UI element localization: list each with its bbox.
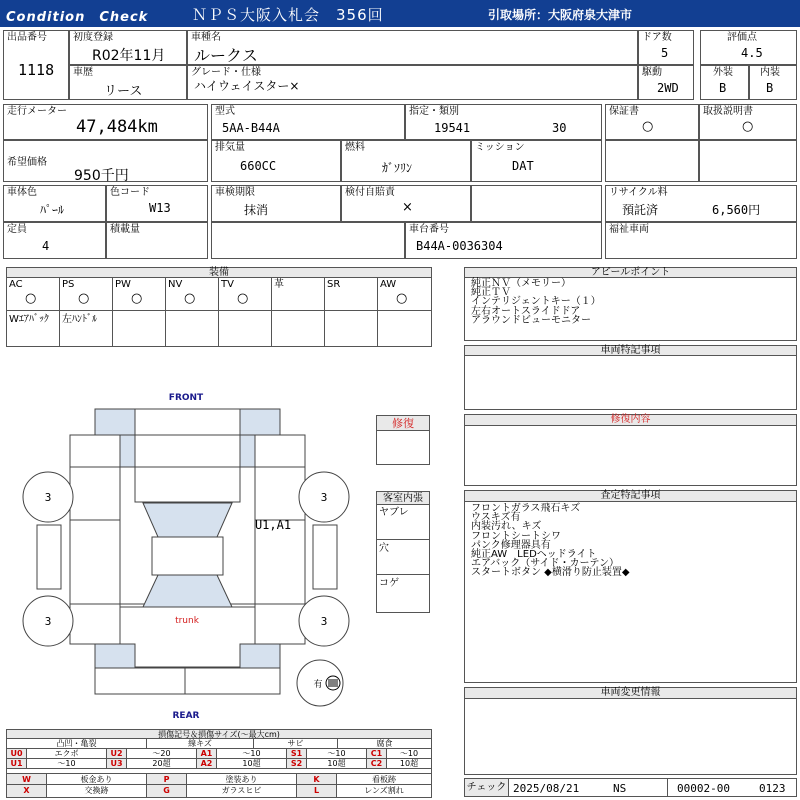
change-info — [464, 687, 797, 775]
legend-desc-c1: 〜10 — [387, 749, 431, 759]
legend-title: 損傷記号＆損傷サイズ(〜最大cm) — [7, 730, 431, 739]
equipment-title: 装備 — [7, 268, 431, 278]
legend-desc-u3: 20超 — [127, 759, 197, 769]
equip-value-nv: ○ — [184, 291, 196, 306]
legend-code-s1: S1 — [287, 749, 307, 759]
legend-code-p: P — [147, 774, 187, 785]
fuel-cell: 燃料 ｶﾞｿﾘﾝ — [341, 140, 471, 182]
body-color: ﾊﾟｰﾙ — [40, 203, 65, 217]
legend-code-u3: U3 — [107, 759, 127, 769]
cabin-row-hole: 穴 — [379, 543, 389, 554]
chassis-number: B44A-0036304 — [416, 239, 503, 253]
legend-code-s2: S2 — [287, 759, 307, 769]
repair-content-title: 修復内容 — [465, 415, 796, 426]
special-notes — [464, 345, 797, 410]
special-title: 車両特記事項 — [465, 346, 796, 356]
warranty: ○ — [642, 119, 654, 134]
category: 30 — [552, 121, 567, 135]
appeal-line: 左右オートスライドドア — [471, 305, 581, 317]
doors: 5 — [661, 46, 669, 60]
legend-group-scratch: 線キズ — [147, 739, 254, 749]
equip-label-aw: AW — [380, 279, 397, 290]
check-code: 00002-00 — [677, 782, 730, 795]
car-name: ルークス — [194, 46, 258, 65]
legend-code-k: K — [297, 774, 337, 785]
equip-value-ac: ○ — [25, 291, 37, 306]
empty-cell-a — [605, 140, 699, 182]
check-label: チェック — [465, 779, 509, 796]
repair-content — [464, 414, 797, 486]
appeal-line: 純正ＴＶ — [471, 287, 511, 299]
appeal-line: アラウンドビューモニター — [471, 314, 591, 326]
cabin-row-burn: コゲ — [379, 578, 399, 589]
note-line: ウスキズ有 — [471, 512, 521, 524]
recycle-fee: 6,560円 — [712, 203, 761, 217]
equip-value-aw: ○ — [396, 291, 408, 306]
spare-tire-label: 有 — [313, 680, 323, 690]
capacity: 4 — [42, 239, 50, 253]
legend-code-a1: A1 — [197, 749, 217, 759]
equip-value-ps: ○ — [78, 291, 90, 306]
check-number: 0123 — [759, 782, 786, 795]
price: 950千円 — [74, 168, 129, 184]
legend-desc-s1: 〜10 — [307, 749, 367, 759]
legend-code-l: L — [297, 785, 337, 797]
check-inspector: NS — [613, 782, 627, 795]
manual-cell: 取扱説明書 ○ — [699, 104, 797, 140]
legend-desc-u1: 〜10 — [27, 759, 107, 769]
inspection-notes — [464, 490, 797, 683]
equip-label-sr: SR — [327, 279, 341, 290]
chassis-cell: 車台番号 B44A-0036304 — [405, 222, 602, 259]
legend-code-u2: U2 — [107, 749, 127, 759]
brand-title: Condition Check — [6, 10, 149, 25]
legend-desc-k: 看板跡 — [337, 774, 431, 785]
note-line: 内装汚れ、キズ — [471, 521, 542, 533]
legend-code-a2: A2 — [197, 759, 217, 769]
price-cell: 希望価格 950千円 — [3, 140, 208, 182]
auction-title: ＮＰＳ大阪入札会 356回 — [192, 6, 384, 24]
history-cell: 車歴 リース — [69, 65, 187, 100]
equip-label-ps: PS — [62, 279, 75, 290]
legend-desc-a1: 〜10 — [217, 749, 287, 759]
legend-desc-c2: 10超 — [387, 759, 431, 769]
equipment-table — [6, 267, 432, 347]
note-line: フロントガラス飛石キズ — [471, 503, 581, 514]
legend-desc-w: 板金あり — [47, 774, 147, 785]
first-registration: R02年11月 — [92, 48, 166, 64]
empty-cell-c — [471, 185, 602, 222]
front-label: FRONT — [168, 393, 204, 403]
check-footer — [464, 778, 797, 797]
designation: 19541 — [434, 121, 471, 135]
legend-code-w: W — [7, 774, 47, 785]
legend-code-c1: C1 — [367, 749, 387, 759]
legend-desc-x: 交換跡 — [47, 785, 147, 797]
legend-desc-p: 塗装あり — [187, 774, 297, 785]
legend-desc-a2: 10超 — [217, 759, 287, 769]
note-line: パンク修理器具有 — [471, 539, 551, 551]
legend-group-corrosion: 腐食 — [338, 739, 431, 749]
damage-legend — [6, 729, 432, 798]
first-registration-cell: 初度登録 R02年11月 — [69, 30, 187, 65]
score-cell: 評価点 4.5 — [700, 30, 797, 65]
inspection-expiry: 抹消 — [244, 203, 269, 217]
drive: 2WD — [657, 81, 679, 95]
equip-label-leather: 革 — [274, 279, 284, 290]
equip-label-nv: NV — [168, 279, 183, 290]
manual: ○ — [742, 119, 754, 134]
designation-cell: 指定・類別 19541 30 — [405, 104, 602, 140]
exterior-cell: 外装 B — [700, 65, 749, 100]
legend-group-dent: 凸凹・亀裂 — [7, 739, 147, 749]
legend-desc-s2: 10超 — [307, 759, 367, 769]
welfare-cell: 福祉車両 — [605, 222, 797, 259]
empty-cell-b — [699, 140, 797, 182]
drive-cell: 駆動 2WD — [638, 65, 694, 100]
model: 5AA-B44A — [222, 121, 280, 135]
appeal-title: アピールポイント — [465, 268, 796, 278]
equip-extra-lhd: 左ﾊﾝﾄﾞﾙ — [62, 314, 97, 325]
legend-code-c2: C2 — [367, 759, 387, 769]
load-cell: 積載量 — [106, 222, 208, 259]
lot-number-cell: 出品番号 1118 — [3, 30, 69, 100]
inspection-cell: 車検期限 抹消 — [211, 185, 341, 222]
equip-label-ac: AC — [9, 279, 23, 290]
recycle-cell: リサイクル料 預託済 6,560円 — [605, 185, 797, 222]
legend-desc-u0: エクボ — [27, 749, 107, 759]
trunk-label: trunk — [175, 616, 199, 626]
note-line: 純正AW LEDヘッドライト — [471, 549, 597, 561]
legend-code-x: X — [7, 785, 47, 797]
score: 4.5 — [741, 46, 763, 60]
car-name-cell: 車種名 ルークス — [187, 30, 638, 65]
tire-rl-value: 3 — [44, 615, 52, 628]
capacity-cell: 定員 4 — [3, 222, 106, 259]
tire-fl-value: 3 — [44, 491, 52, 504]
legend-desc-g: ガラスヒビ — [187, 785, 297, 797]
doors-cell: ドア数 5 — [638, 30, 694, 65]
note-line: エアバック（サイド・カーテン） — [471, 558, 619, 570]
equip-label-pw: PW — [115, 279, 131, 290]
appeal-line: 純正ＮＶ（メモリー） — [471, 278, 571, 289]
interior-grade: B — [766, 81, 774, 95]
lot-number: 1118 — [18, 61, 55, 79]
exterior-grade: B — [719, 81, 727, 95]
color-code-cell: 色コード W13 — [106, 185, 208, 222]
displacement: 660CC — [240, 159, 277, 173]
legend-desc-u2: 〜20 — [127, 749, 197, 759]
repair-box — [376, 415, 430, 465]
legend-code-u1: U1 — [7, 759, 27, 769]
recycle-status: 預託済 — [622, 203, 659, 217]
mission-cell: ミッション DAT — [471, 140, 602, 182]
equip-label-tv: TV — [221, 279, 234, 290]
rear-label: REAR — [172, 711, 200, 721]
change-info-title: 車両変更情報 — [465, 688, 796, 699]
repair-box-label: 修復 — [377, 416, 429, 431]
warranty-cell: 保証書 ○ — [605, 104, 699, 140]
interior-cell: 内装 B — [749, 65, 797, 100]
color-cell: 車体色 ﾊﾟｰﾙ — [3, 185, 106, 222]
car-diagram — [0, 385, 360, 725]
legend-code-u0: U0 — [7, 749, 27, 759]
check-date: 2025/08/21 — [513, 782, 580, 795]
note-line: フロントシートシワ — [471, 530, 561, 542]
legend-code-g: G — [147, 785, 187, 797]
legend-group-rust: サビ — [254, 739, 338, 749]
history: リース — [104, 84, 143, 99]
mission: DAT — [512, 159, 534, 173]
pickup-location: 引取場所：大阪府泉大津市 — [488, 8, 633, 22]
note-line: スタートボタン ◆横滑り防止装置◆ — [471, 567, 630, 579]
cabin-box — [376, 491, 430, 613]
appeal-line: インテリジェントキー（１） — [471, 296, 601, 308]
grade-cell: グレード・仕様 ハイウェイスター× — [187, 65, 638, 100]
appeal-points — [464, 267, 797, 341]
color-code: W13 — [149, 201, 171, 215]
inspection-notes-title: 査定特記事項 — [465, 491, 796, 502]
displacement-cell: 排気量 660CC — [211, 140, 341, 182]
fuel: ｶﾞｿﾘﾝ — [382, 161, 413, 175]
insurance-cell: 検付自賠責 × — [341, 185, 471, 222]
grade: ハイウェイスター× — [194, 79, 300, 93]
equip-extra-airbag: Wｴｱﾊﾞｯｸ — [9, 314, 49, 325]
cabin-title: 客室内張 — [377, 492, 429, 505]
mileage: 47,484km — [76, 117, 158, 137]
model-cell: 型式 5AA-B44A — [211, 104, 405, 140]
equip-value-pw: ○ — [131, 291, 143, 306]
equip-value-tv: ○ — [237, 291, 249, 306]
header-bar — [0, 0, 800, 27]
empty-cell-d — [211, 222, 405, 259]
damage-note: U1,A1 — [254, 518, 292, 532]
mileage-cell: 走行メーター 47,484km — [3, 104, 208, 140]
legend-desc-l: レンズ割れ — [364, 786, 404, 795]
tire-fr-value: 3 — [320, 491, 328, 504]
cabin-row-tear: ヤブレ — [379, 507, 409, 518]
tire-rr-value: 3 — [320, 615, 328, 628]
insurance: × — [402, 200, 413, 215]
